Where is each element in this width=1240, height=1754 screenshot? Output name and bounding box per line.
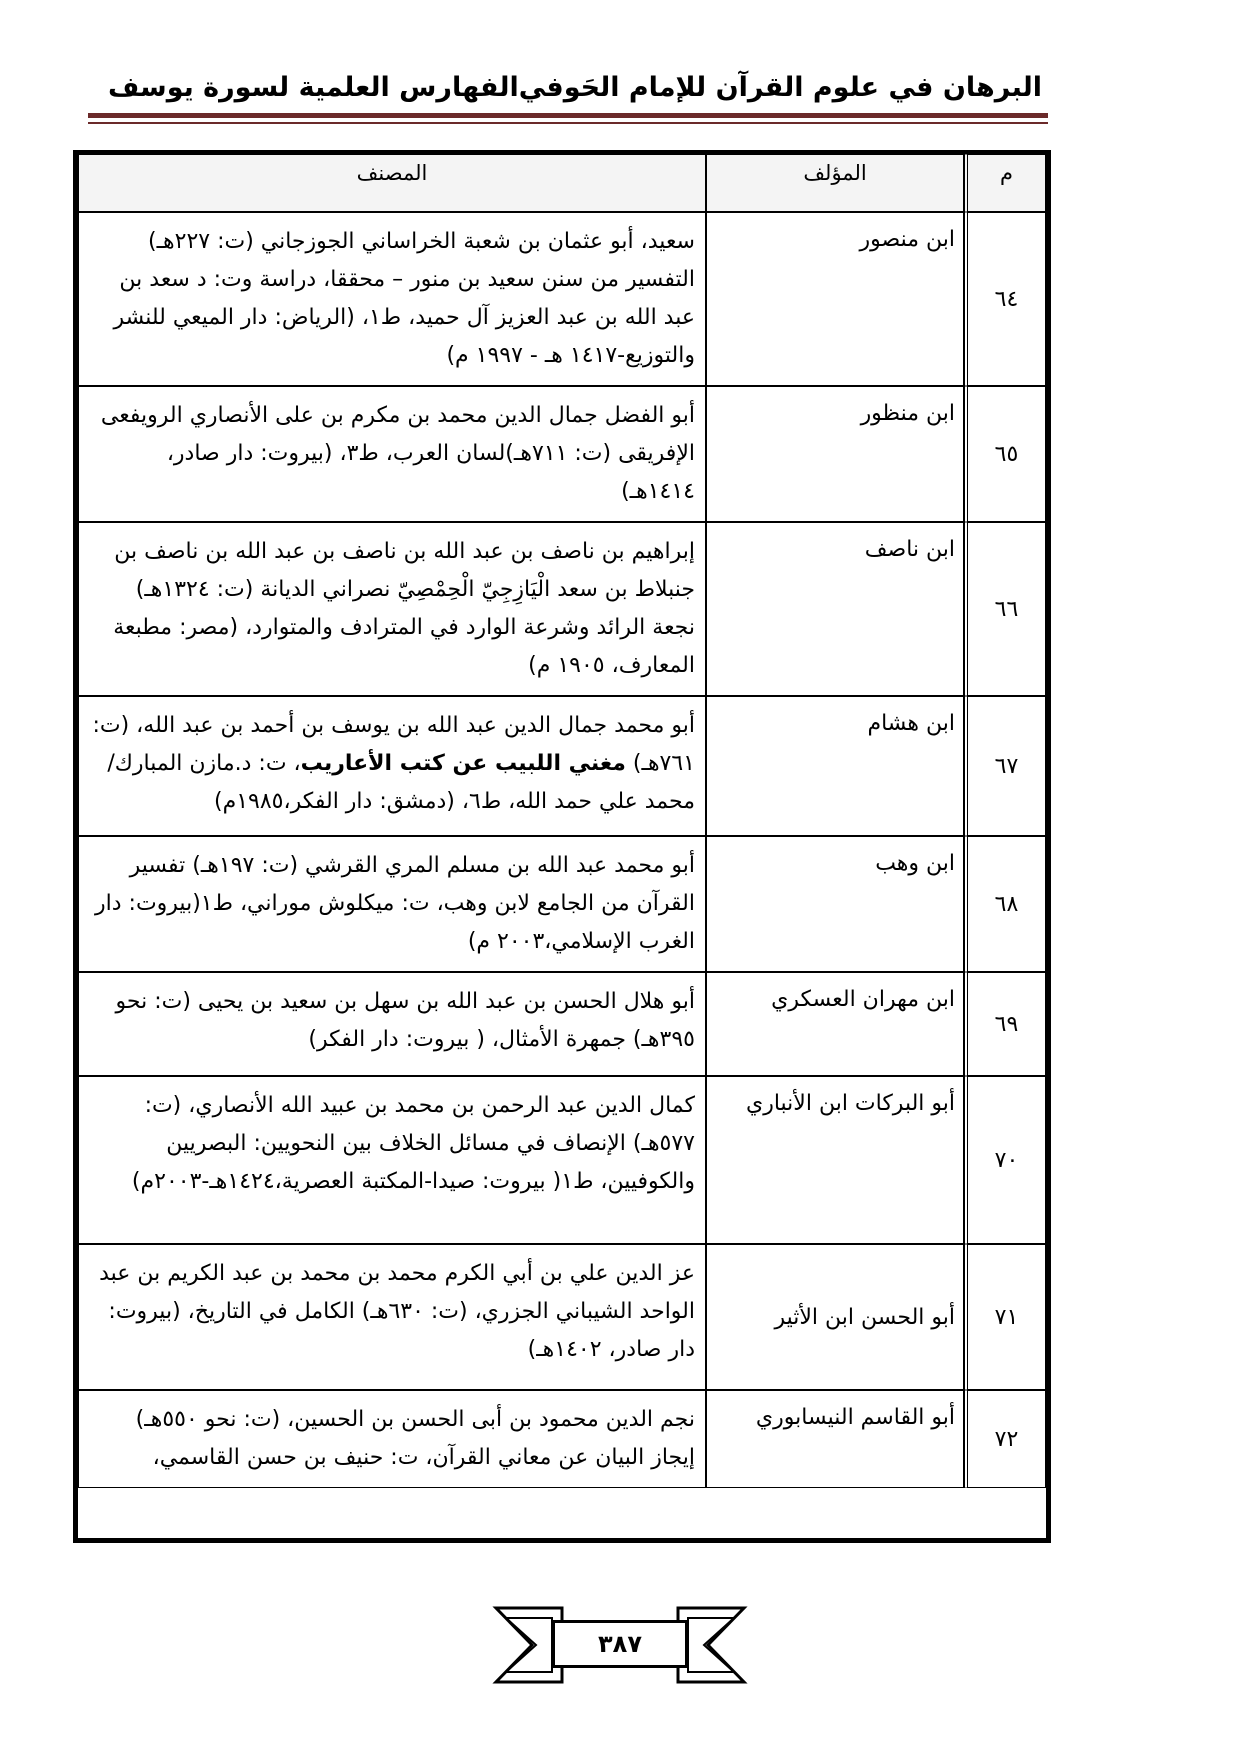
row-work: أبو محمد عبد الله بن مسلم المري القرشي (ت: ١٩٧هـ) تفسير القرآن من الجامع لابن وهب، ت: ميكلوش موراني، ط١(بيروت: دار الغرب الإسلامي،٢٠٠٣ م) [78,836,706,972]
row-number: ٧١ [964,1244,1046,1390]
row-number: ٧٢ [964,1390,1046,1488]
table-row [78,972,1046,1076]
row-work: عز الدين علي بن أبي الكرم محمد بن محمد بن عبد الكريم بن عبد الواحد الشيباني الجزري، (ت: ٦٣٠هـ) الكامل في التاريخ، (بيروت: دار صادر، ١٤٠٢هـ) [78,1244,706,1390]
row-author: ابن هشام [706,696,964,836]
row-number: ٦٨ [964,836,1046,972]
row-number: ٦٧ [964,696,1046,836]
row-author: ابن مهران العسكري [706,972,964,1076]
table-row [78,1244,1046,1390]
row-work: إبراهيم بن ناصف بن عبد الله بن ناصف بن عبد الله بن ناصف بن جنبلاط بن سعد الْيَازِجِيّ الْحِمْصِيّ نصراني الديانة (ت: ١٣٢٤هـ) نجعة الرائد وشرعة الوارد في المترادف والمتوارد، (مصر: مطبعة المعارف، ١٩٠٥ م) [78,522,706,696]
page-header [88,68,1048,112]
page-number: ٣٨٧ [552,1620,688,1668]
work-text-part2: ، ت: د.مازن المبارك/محمد علي حمد الله، ط٦، (دمشق: دار الفكر،١٩٨٥م) [107,751,695,814]
table-row [78,836,1046,972]
bibliography-table [78,154,1046,1488]
row-number: ٦٤ [964,212,1046,386]
book-title: البرهان في علوم القرآن للإمام الحَوفي [518,72,1042,103]
row-work: أبو هلال الحسن بن عبد الله بن سهل بن سعيد بن يحيى (ت: نحو ٣٩٥هـ) جمهرة الأمثال، ( بيروت: دار الفكر) [78,972,706,1076]
row-author: ابن وهب [706,836,964,972]
table-row [78,212,1046,386]
work-title-bold: مغني اللبيب عن كتب الأعاريب [300,751,626,776]
row-author: أبو القاسم النيسابوري [706,1390,964,1488]
row-work [78,696,706,836]
row-work: كمال الدين عبد الرحمن بن محمد بن عبيد الله الأنصاري، (ت: ٥٧٧هـ) الإنصاف في مسائل الخلاف بين النحويين: البصريين والكوفيين، ط١( بيروت: صيدا-المكتبة العصرية،١٤٢٤هـ-٢٠٠٣م) [78,1076,706,1244]
row-author: ابن منظور [706,386,964,522]
column-header-number: م [964,154,1046,212]
header-rule-thin [88,122,1048,124]
row-author: ابن ناصف [706,522,964,696]
row-number: ٦٥ [964,386,1046,522]
row-author: أبو البركات ابن الأنباري [706,1076,964,1244]
row-number: ٦٦ [964,522,1046,696]
row-author: ابن منصور [706,212,964,386]
table-row [78,522,1046,696]
table-row [78,696,1046,836]
row-number: ٧٠ [964,1076,1046,1244]
column-header-work: المصنف [78,154,706,212]
work-text-part1: أبو محمد جمال الدين عبد الله بن يوسف بن أحمد بن عبد الله، (ت: ٧٦١هـ) [92,713,695,776]
row-author: أبو الحسن ابن الأثير [706,1244,964,1390]
section-title: الفهارس العلمية لسورة يوسف [108,72,519,103]
table-row [78,386,1046,522]
table-row [78,1076,1046,1244]
table-row [78,1390,1046,1488]
row-number: ٦٩ [964,972,1046,1076]
row-work: نجم الدين محمود بن أبى الحسن بن الحسين، (ت: نحو ٥٥٠هـ) إيجاز البيان عن معاني القرآن، ت: حنيف بن حسن القاسمي، [78,1390,706,1488]
table-header-row [78,154,1046,212]
header-rule [88,113,1048,118]
column-header-author: المؤلف [706,154,964,212]
row-work: أبو الفضل جمال الدين محمد بن مكرم بن على الأنصاري الرويفعى الإفريقى (ت: ٧١١هـ)لسان العرب، ط٣، (بيروت: دار صادر، ١٤١٤هـ) [78,386,706,522]
row-work: سعيد، أبو عثمان بن شعبة الخراساني الجوزجاني (ت: ٢٢٧هـ) التفسير من سنن سعيد بن منور – محققا، دراسة وت: د سعد بن عبد الله بن عبد العزيز آل حميد، ط١، (الرياض: دار الميعي للنشر والتوزيع-١٤١٧ هـ - ١٩٩٧ م) [78,212,706,386]
page-number-banner [492,1598,748,1692]
